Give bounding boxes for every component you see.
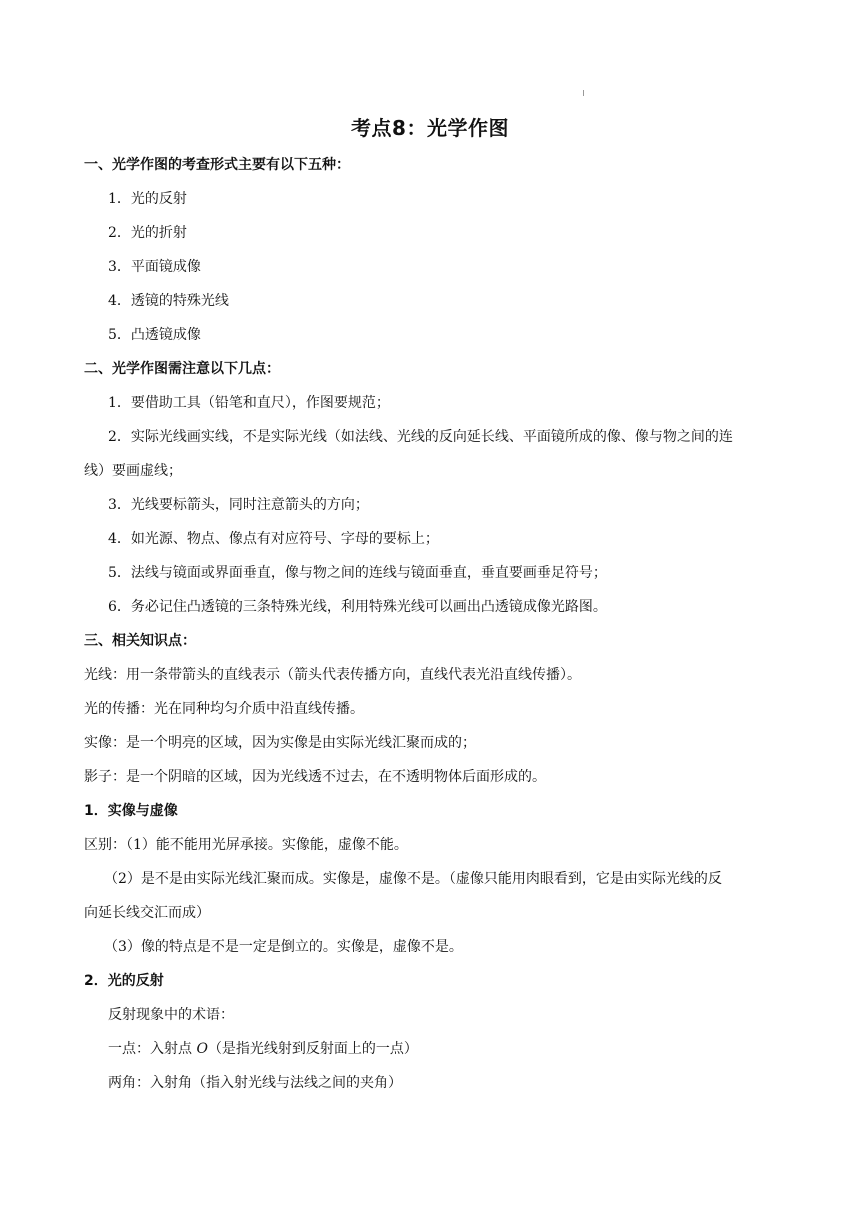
list-item: 5．凸透镜成像: [108, 327, 201, 343]
subsection-2-heading: 2．光的反射: [84, 973, 164, 989]
list-item: 1．要借助工具（铅笔和直尺），作图要规范；: [108, 395, 390, 411]
section-2-heading: 二、光学作图需注意以下几点：: [84, 361, 280, 377]
subsection-1-heading: 1．实像与虚像: [84, 803, 178, 819]
list-item: 6．务必记住凸透镜的三条特殊光线，利用特殊光线可以画出凸透镜成像光路图。: [108, 599, 607, 615]
paragraph: （2）是不是由实际光线汇聚而成。实像是，虚像不是。（虚像只能用肉眼看到，它是由实际光线的反: [104, 871, 722, 887]
paragraph: 两角：入射角（指入射光线与法线之间的夹角）: [108, 1075, 402, 1091]
list-item: 5．法线与镜面或界面垂直，像与物之间的连线与镜面垂直，垂直要画垂足符号；: [108, 565, 607, 581]
one-point-prefix: 一点：入射点: [108, 1041, 197, 1057]
paragraph: 实像：是一个明亮的区域，因为实像是由实际光线汇聚而成的；: [84, 735, 476, 751]
paragraph: [108, 1039, 418, 1059]
page-title: 考点8：光学作图: [351, 116, 509, 140]
list-item: 2．光的折射: [108, 225, 187, 241]
list-item: 3．光线要标箭头，同时注意箭头的方向；: [108, 497, 369, 513]
paragraph: 区别：（1）能不能用光屏承接。实像能，虚像不能。: [84, 837, 408, 853]
point-symbol: O: [196, 1041, 208, 1057]
list-item: 2．实际光线画实线，不是实际光线（如法线、光线的反向延长线、平面镜所成的像、像与物之间的连: [108, 429, 733, 445]
list-item-continuation: 线）要画虚线；: [84, 463, 182, 479]
list-item: 3．平面镜成像: [108, 259, 201, 275]
paragraph: 影子：是一个阴暗的区域，因为光线透不过去，在不透明物体后面形成的。: [84, 769, 546, 785]
paragraph-continuation: 向延长线交汇而成）: [84, 905, 210, 921]
paragraph: 光线：用一条带箭头的直线表示（箭头代表传播方向，直线代表光沿直线传播）。: [84, 667, 581, 683]
section-1-heading: 一、光学作图的考查形式主要有以下五种：: [84, 157, 350, 173]
list-item: 4．透镜的特殊光线: [108, 293, 229, 309]
list-item: 4．如光源、物点、像点有对应符号、字母的要标上；: [108, 531, 439, 547]
section-3-heading: 三、相关知识点：: [84, 633, 196, 649]
paragraph: （3）像的特点是不是一定是倒立的。实像是，虚像不是。: [104, 939, 463, 955]
list-item: 1．光的反射: [108, 191, 187, 207]
paragraph: 反射现象中的术语：: [108, 1007, 234, 1023]
paragraph: 光的传播：光在同种均匀介质中沿直线传播。: [84, 701, 364, 717]
one-point-suffix: （是指光线射到反射面上的一点）: [207, 1041, 418, 1057]
header-mark: [583, 90, 584, 96]
